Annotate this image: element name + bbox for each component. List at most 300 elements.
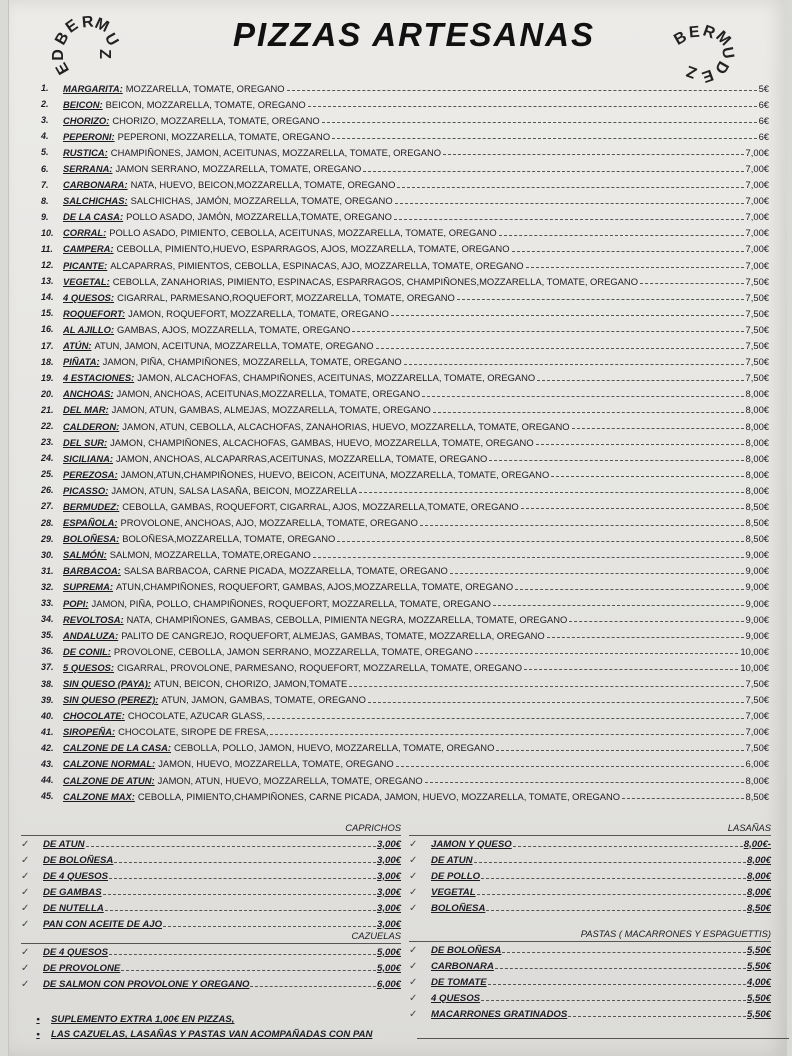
dot-leader bbox=[422, 395, 743, 397]
caprichos-title: CAPRICHOS bbox=[21, 822, 401, 836]
menu-item-ingredients: JAMON,ATUN,CHAMPIÑONES, HUEVO, BEICON, ACEITUNA, MOZZARELLA, TOMATE, OREGANO bbox=[120, 468, 550, 480]
menu-item-ingredients: CEBOLLA, GAMBAS, ROQUEFORT, CIGARRAL, AJOS, MOZZARELLA,TOMATE, OREGANO bbox=[122, 500, 519, 512]
pastas-item-price: 4,00€ bbox=[746, 976, 771, 988]
pastas-item-price: 5,50€ bbox=[746, 1008, 771, 1020]
menu-item-ingredients: CHORIZO, MOZZARELLA, TOMATE, OREGANO bbox=[112, 114, 320, 126]
dot-leader bbox=[313, 556, 744, 558]
logo-letter: Z bbox=[684, 61, 700, 82]
menu-item-number: 2. bbox=[41, 99, 49, 110]
menu-item-price: 9,00€ bbox=[745, 581, 769, 593]
menu-item-number: 7. bbox=[41, 179, 49, 190]
menu-item-name: BERMUDEZ: bbox=[63, 500, 120, 512]
menu-item-ingredients: CEBOLLA, PIMIENTO,HUEVO, ESPARRAGOS, AJOS, MOZZARELLA, TOMATE, OREGANO bbox=[116, 243, 510, 255]
check-icon: ✓ bbox=[409, 838, 418, 850]
menu-item-ingredients: JAMON, PIÑA, POLLO, CHAMPIÑONES, ROQUEFORT, MOZZARELLA, TOMATE, OREGANO bbox=[91, 597, 491, 609]
menu-item-price: 7,50€ bbox=[745, 356, 769, 368]
menu-item-ingredients: NATA, CHAMPIÑONES, GAMBAS, CEBOLLA, PIMIENTA NEGRA, MOZZARELLA, TOMATE, OREGANO bbox=[126, 613, 568, 625]
check-icon: ✓ bbox=[21, 838, 30, 850]
note-line bbox=[25, 1012, 785, 1027]
menu-item-number: 41. bbox=[41, 726, 54, 737]
check-icon: ✓ bbox=[409, 886, 418, 898]
menu-item-price: 7,50€ bbox=[745, 694, 769, 706]
menu-item-name: CARBONARA: bbox=[63, 179, 128, 191]
menu-item-ingredients: MOZZARELLA, TOMATE, OREGANO bbox=[125, 82, 285, 94]
menu-item-number: 45. bbox=[41, 791, 54, 802]
pastas-item bbox=[409, 958, 771, 974]
menu-item bbox=[41, 96, 769, 112]
menu-item bbox=[41, 692, 769, 708]
menu-item-price: 8,50€ bbox=[745, 517, 769, 529]
dot-leader bbox=[515, 588, 743, 590]
logo-letter: E bbox=[52, 59, 73, 78]
caprichos-item-price: 3,00€ bbox=[376, 902, 401, 914]
pastas-section bbox=[409, 928, 771, 1022]
menu-item bbox=[41, 450, 769, 466]
pastas-item-name: 4 QUESOS bbox=[431, 992, 481, 1004]
menu-item bbox=[41, 273, 769, 289]
menu-item-number: 27. bbox=[41, 501, 54, 512]
menu-item-ingredients: CIGARRAL, PROVOLONE, PARMESANO, ROQUEFORT, MOZZARELLA, TOMATE, OREGANO bbox=[117, 661, 522, 673]
menu-item-name: CALZONE DE LA CASA: bbox=[63, 742, 171, 754]
menu-item bbox=[41, 627, 769, 643]
menu-item-number: 12. bbox=[41, 260, 54, 271]
menu-item-number: 25. bbox=[41, 469, 54, 480]
dot-leader bbox=[267, 717, 743, 719]
menu-item-name: SALMÓN: bbox=[63, 549, 107, 561]
menu-item-ingredients: ATUN, JAMON, GAMBAS, TOMATE, OREGANO bbox=[161, 694, 366, 706]
dot-leader bbox=[524, 668, 738, 670]
menu-item-price: 7,00€ bbox=[745, 726, 769, 738]
menu-item-number: 8. bbox=[41, 195, 49, 206]
menu-item-number: 5. bbox=[41, 147, 49, 158]
menu-item-price: 7,50€ bbox=[745, 291, 769, 303]
menu-item bbox=[41, 531, 769, 547]
check-icon: ✓ bbox=[21, 918, 30, 930]
menu-item bbox=[41, 418, 769, 434]
menu-item-name: SALCHICHAS: bbox=[63, 195, 128, 207]
menu-item-ingredients: JAMON, ATUN, GAMBAS, ALMEJAS, MOZZARELLA, TOMATE, OREGANO bbox=[111, 404, 431, 416]
logo-letter: U bbox=[717, 45, 737, 61]
menu-item-number: 21. bbox=[41, 404, 54, 415]
dot-leader bbox=[488, 983, 746, 985]
menu-item bbox=[41, 740, 769, 756]
menu-item-price: 7,50€ bbox=[745, 742, 769, 754]
menu-item bbox=[41, 112, 769, 128]
lasanas-item-name: BOLOÑESA bbox=[431, 902, 486, 914]
menu-item-number: 42. bbox=[41, 742, 54, 753]
caprichos-item-price: 3,00€ bbox=[376, 886, 401, 898]
menu-item-number: 40. bbox=[41, 710, 54, 721]
check-icon: ✓ bbox=[21, 854, 30, 866]
page-title: PIZZAS ARTESANAS bbox=[232, 16, 596, 53]
menu-item bbox=[41, 563, 769, 579]
menu-item bbox=[41, 724, 769, 740]
menu-item-name: SIN QUESO (PEREZ): bbox=[63, 694, 159, 706]
dot-leader bbox=[572, 427, 744, 429]
pastas-title: PASTAS ( MACARRONES Y ESPAGUETTIS) bbox=[409, 928, 771, 942]
caprichos-item bbox=[21, 884, 401, 900]
cazuelas-item bbox=[21, 944, 401, 960]
menu-item-ingredients: CEBOLLA, PIMIENTO,CHAMPIÑONES, CARNE PICADA, JAMON, HUEVO, MOZZARELLA, TOMATE, OREGANO bbox=[137, 790, 621, 802]
menu-item-number: 3. bbox=[41, 115, 49, 126]
menu-item-name: CORRAL: bbox=[63, 227, 107, 239]
menu-item-name: RUSTICA: bbox=[63, 146, 108, 158]
menu-item-price: 7,00€ bbox=[745, 710, 769, 722]
dot-leader bbox=[502, 951, 746, 953]
menu-item-name: BOLOÑESA: bbox=[63, 533, 120, 545]
menu-item bbox=[41, 160, 769, 176]
dot-leader bbox=[537, 379, 743, 381]
menu-item-price: 5€ bbox=[758, 82, 769, 94]
menu-item-number: 26. bbox=[41, 485, 54, 496]
menu-item-number: 39. bbox=[41, 694, 54, 705]
dot-leader bbox=[109, 877, 376, 879]
check-icon: ✓ bbox=[21, 946, 30, 958]
check-icon: ✓ bbox=[409, 944, 418, 956]
menu-item bbox=[41, 338, 769, 354]
lasanas-item bbox=[409, 868, 771, 884]
dot-leader bbox=[569, 620, 743, 622]
menu-item-price: 7,00€ bbox=[745, 243, 769, 255]
menu-item-price: 8,00€ bbox=[745, 468, 769, 480]
menu-item-name: 4 ESTACIONES: bbox=[63, 372, 135, 384]
menu-item-ingredients: JAMON SERRANO, MOZZARELLA, TOMATE, OREGANO bbox=[115, 163, 362, 175]
menu-item-number: 22. bbox=[41, 421, 54, 432]
bullet-icon: • bbox=[36, 1029, 40, 1040]
caprichos-item-name: DE 4 QUESOS bbox=[43, 870, 109, 882]
menu-item-price: 8,50€ bbox=[745, 500, 769, 512]
menu-item-ingredients: ATUN, JAMON, ACEITUNA, MOZZARELLA, TOMATE, OREGANO bbox=[94, 340, 374, 352]
menu-item-ingredients: POLLO ASADO, JAMÓN, MOZZARELLA,TOMATE, OREGANO bbox=[126, 211, 392, 223]
check-icon: ✓ bbox=[409, 960, 418, 972]
dot-leader bbox=[86, 845, 376, 847]
dot-leader bbox=[376, 347, 744, 349]
menu-item bbox=[41, 498, 769, 514]
menu-item-name: VEGETAL: bbox=[63, 275, 110, 287]
menu-item-name: PEPERONI: bbox=[63, 130, 115, 142]
cazuelas-item-name: DE SALMON CON PROVOLONE Y OREGANO bbox=[43, 978, 250, 990]
dot-leader bbox=[404, 363, 744, 365]
note-text: LAS CAZUELAS, LASAÑAS Y PASTAS VAN ACOMPAÑADAS CON PAN bbox=[51, 1029, 373, 1040]
menu-item bbox=[41, 675, 769, 691]
menu-item-name: POPI: bbox=[63, 597, 89, 609]
dot-leader bbox=[450, 572, 744, 574]
dot-leader bbox=[287, 89, 757, 91]
menu-item-number: 43. bbox=[41, 758, 54, 769]
menu-item bbox=[41, 402, 769, 418]
menu-item-price: 9,00€ bbox=[745, 597, 769, 609]
menu-item-ingredients: PROVOLONE, ANCHOAS, AJO, MOZZARELLA, TOMATE, OREGANO bbox=[120, 517, 418, 529]
menu-item-number: 17. bbox=[41, 340, 54, 351]
dot-leader bbox=[394, 218, 744, 220]
menu-item-name: PICASSO: bbox=[63, 484, 109, 496]
menu-item-price: 7,50€ bbox=[745, 372, 769, 384]
dot-leader bbox=[332, 137, 756, 139]
menu-item-price: 8,00€ bbox=[745, 388, 769, 400]
menu-item-ingredients: POLLO ASADO, PIMIENTO, CEBOLLA, ACEITUNAS, MOZZARELLA, TOMATE, OREGANO bbox=[109, 227, 497, 239]
dot-leader bbox=[425, 781, 744, 783]
menu-item-ingredients: PEPERONI, MOZZARELLA, TOMATE, OREGANO bbox=[117, 130, 331, 142]
lasanas-item-price: 8,50€ bbox=[746, 902, 771, 914]
menu-item bbox=[41, 144, 769, 160]
check-icon: ✓ bbox=[409, 992, 418, 1004]
lasanas-item bbox=[409, 836, 771, 852]
lasanas-item-name: JAMON Y QUESO bbox=[431, 838, 512, 850]
lasanas-item-price: 8,00€ bbox=[746, 870, 771, 882]
menu-item-name: SICILIANA: bbox=[63, 452, 113, 464]
caprichos-item bbox=[21, 836, 401, 852]
menu-item-name: 4 QUESOS: bbox=[63, 291, 115, 303]
cazuelas-item-price: 6,00€ bbox=[376, 978, 401, 990]
menu-item-name: SIN QUESO (PAYA): bbox=[63, 678, 152, 690]
menu-item-name: DE CONIL: bbox=[63, 645, 111, 657]
caprichos-item bbox=[21, 852, 401, 868]
caprichos-item-name: DE GAMBAS bbox=[43, 886, 102, 898]
menu-item-name: SIROPEÑA: bbox=[63, 726, 116, 738]
menu-item-ingredients: ALCAPARRAS, PIMIENTOS, CEBOLLA, ESPINACAS, AJO, MOZZARELLA, TOMATE, OREGANO bbox=[110, 259, 524, 271]
dot-leader bbox=[513, 845, 743, 847]
pastas-item bbox=[409, 990, 771, 1006]
menu-item-ingredients: PROVOLONE, CEBOLLA, JAMON SERRANO, MOZZARELLA, TOMATE, OREGANO bbox=[113, 645, 473, 657]
menu-item bbox=[41, 241, 769, 257]
menu-sheet bbox=[8, 0, 787, 1056]
menu-item bbox=[41, 193, 769, 209]
logo-letter: B bbox=[671, 28, 690, 49]
logo-letter: U bbox=[100, 30, 122, 50]
pastas-item-price: 5,50€ bbox=[746, 960, 771, 972]
menu-item-number: 14. bbox=[41, 292, 54, 303]
dot-leader bbox=[163, 925, 376, 927]
menu-item-number: 18. bbox=[41, 356, 54, 367]
lasanas-section bbox=[409, 822, 771, 916]
menu-item-ingredients: ATUN, BEICON, CHORIZO, JAMON,TOMATE bbox=[154, 678, 348, 690]
logo-letter: D bbox=[49, 49, 67, 61]
cazuelas-item-name: DE 4 QUESOS bbox=[43, 946, 109, 958]
menu-item-ingredients: JAMON, ALCACHOFAS, CHAMPIÑONES, ACEITUNAS, MOZZARELLA, TOMATE, OREGANO bbox=[137, 372, 536, 384]
menu-item-number: 4. bbox=[41, 131, 49, 142]
dot-leader bbox=[640, 282, 744, 284]
menu-item-price: 7,50€ bbox=[745, 307, 769, 319]
menu-item-ingredients: JAMON, ROQUEFORT, MOZZARELLA, TOMATE, OREGANO bbox=[128, 307, 389, 319]
pastas-item-name: CARBONARA bbox=[431, 960, 494, 972]
caprichos-item-price: 3,00€ bbox=[376, 918, 401, 930]
dot-leader bbox=[270, 733, 743, 735]
menu-item-price: 7,00€ bbox=[745, 195, 769, 207]
dot-leader bbox=[363, 170, 743, 172]
menu-item-number: 16. bbox=[41, 324, 54, 335]
dot-leader bbox=[551, 475, 743, 477]
menu-item bbox=[41, 128, 769, 144]
dot-leader bbox=[512, 250, 744, 252]
dot-leader bbox=[322, 121, 757, 123]
cazuelas-item-name: DE PROVOLONE bbox=[43, 962, 121, 974]
caprichos-item-name: DE ATUN bbox=[43, 838, 85, 850]
dot-leader bbox=[337, 540, 743, 542]
menu-item-name: ANCHOAS: bbox=[63, 388, 114, 400]
menu-item-name: CALZONE MAX: bbox=[63, 790, 135, 802]
check-icon: ✓ bbox=[409, 870, 418, 882]
pastas-item bbox=[409, 974, 771, 990]
dot-leader bbox=[391, 314, 744, 316]
menu-item-price: 7,00€ bbox=[745, 227, 769, 239]
cazuelas-item bbox=[21, 960, 401, 976]
menu-item-name: BARBACOA: bbox=[63, 565, 121, 577]
logo-letter: M bbox=[92, 15, 112, 37]
lasanas-item-price: 8,00€ bbox=[746, 854, 771, 866]
menu-item-number: 23. bbox=[41, 437, 54, 448]
caprichos-section bbox=[21, 822, 401, 932]
menu-item-number: 15. bbox=[41, 308, 54, 319]
menu-item-price: 8,50€ bbox=[745, 533, 769, 545]
menu-item bbox=[41, 209, 769, 225]
menu-item bbox=[41, 772, 769, 788]
cazuelas-item-price: 5,00€ bbox=[376, 946, 401, 958]
dot-leader bbox=[420, 524, 744, 526]
dot-leader bbox=[486, 909, 746, 911]
menu-item-name: DEL SUR: bbox=[63, 436, 108, 448]
menu-item-number: 11. bbox=[41, 243, 53, 254]
caprichos-item-price: 3,00€ bbox=[376, 854, 401, 866]
menu-item-name: SUPREMA: bbox=[63, 581, 114, 593]
menu-item-ingredients: PALITO DE CANGREJO, ROQUEFORT, ALMEJAS, GAMBAS, TOMATE, MOZZARELLA, OREGANO bbox=[121, 629, 545, 641]
menu-item-name: ATÚN: bbox=[63, 340, 92, 352]
dot-leader bbox=[308, 105, 757, 107]
pastas-list bbox=[409, 942, 771, 1022]
menu-item-ingredients: CHOCOLATE, AZUCAR GLASS, bbox=[127, 710, 266, 722]
logo-letter: D bbox=[710, 57, 732, 77]
menu-item-price: 9,00€ bbox=[745, 549, 769, 561]
pastas-item bbox=[409, 942, 771, 958]
logo-letter: E bbox=[688, 23, 701, 42]
menu-item-name: SERRANA: bbox=[63, 163, 113, 175]
menu-item-price: 7,50€ bbox=[745, 340, 769, 352]
dot-leader bbox=[103, 893, 376, 895]
dot-leader bbox=[395, 202, 744, 204]
menu-item-name: DE LA CASA: bbox=[63, 211, 124, 223]
dot-leader bbox=[481, 999, 746, 1001]
logo-letter: B bbox=[52, 29, 73, 49]
menu-item-ingredients: BOLOÑESA,MOZZARELLA, TOMATE, OREGANO bbox=[122, 533, 336, 545]
menu-item-price: 8,00€ bbox=[745, 436, 769, 448]
logo-letter: M bbox=[712, 27, 734, 50]
menu-item-ingredients: CHAMPIÑONES, JAMON, ACEITUNAS, MOZZARELLA, TOMATE, OREGANO bbox=[110, 146, 442, 158]
menu-item-name: PEREZOSA: bbox=[63, 468, 118, 480]
note-line bbox=[25, 1027, 785, 1042]
lasanas-item-price: 8,00€- bbox=[743, 838, 771, 850]
menu-item bbox=[41, 595, 769, 611]
menu-item-ingredients: CEBOLLA, POLLO, JAMON, HUEVO, MOZZARELLA, TOMATE, OREGANO bbox=[173, 742, 495, 754]
caprichos-item-name: DE BOLOÑESA bbox=[43, 854, 114, 866]
menu-item bbox=[41, 708, 769, 724]
menu-item-ingredients: JAMON, ANCHOAS, ALCAPARRAS,ACEITUNAS, MOZZARELLA, TOMATE, OREGANO bbox=[116, 452, 488, 464]
pastas-item-name: MACARRONES GRATINADOS bbox=[431, 1008, 568, 1020]
dot-leader bbox=[433, 411, 744, 413]
check-icon: ✓ bbox=[409, 902, 418, 914]
menu-item-ingredients: JAMON, ATUN, HUEVO, MOZZARELLA, TOMATE, OREGANO bbox=[157, 774, 423, 786]
menu-item bbox=[41, 305, 769, 321]
dot-leader bbox=[474, 861, 746, 863]
logo-letter: R bbox=[81, 13, 95, 32]
menu-item bbox=[41, 321, 769, 337]
logo-letter: Z bbox=[95, 49, 113, 59]
check-icon: ✓ bbox=[21, 886, 30, 898]
menu-item-name: CALDERON: bbox=[63, 420, 120, 432]
pizza-list bbox=[41, 80, 769, 804]
check-icon: ✓ bbox=[21, 962, 30, 974]
lasanas-item-name: VEGETAL bbox=[431, 886, 476, 898]
check-icon: ✓ bbox=[409, 854, 418, 866]
menu-item-number: 9. bbox=[41, 211, 49, 222]
menu-item-ingredients: JAMON, HUEVO, MOZZARELLA, TOMATE, OREGANO bbox=[158, 758, 394, 770]
menu-item bbox=[41, 434, 769, 450]
dot-leader bbox=[481, 877, 746, 879]
menu-item-price: 7,50€ bbox=[745, 323, 769, 335]
dot-leader bbox=[495, 967, 746, 969]
menu-item bbox=[41, 386, 769, 402]
menu-item-ingredients: JAMON, PIÑA, CHAMPIÑONES, MOZZARELLA, TOMATE, OREGANO bbox=[102, 356, 402, 368]
menu-item-price: 7,00€ bbox=[745, 259, 769, 271]
dot-leader bbox=[499, 234, 744, 236]
menu-item bbox=[41, 659, 769, 675]
dot-leader bbox=[121, 969, 376, 971]
menu-item bbox=[41, 257, 769, 273]
menu-item-price: 6€ bbox=[758, 130, 769, 142]
check-icon: ✓ bbox=[21, 902, 30, 914]
caprichos-item bbox=[21, 900, 401, 916]
caprichos-item-name: PAN CON ACEITE DE AJO bbox=[43, 918, 163, 930]
check-icon: ✓ bbox=[409, 1008, 418, 1020]
menu-item-number: 37. bbox=[41, 662, 54, 673]
menu-item bbox=[41, 579, 769, 595]
dot-leader bbox=[396, 765, 744, 767]
menu-item-number: 32. bbox=[41, 581, 54, 592]
dot-leader bbox=[250, 985, 376, 987]
menu-item-price: 10,00€ bbox=[740, 645, 769, 657]
menu-item-number: 35. bbox=[41, 630, 54, 641]
menu-item bbox=[41, 482, 769, 498]
menu-item-name: ROQUEFORT: bbox=[63, 307, 126, 319]
menu-item bbox=[41, 756, 769, 772]
menu-item bbox=[41, 466, 769, 482]
menu-item-name: DEL MAR: bbox=[63, 404, 109, 416]
menu-item-number: 33. bbox=[41, 598, 54, 609]
caprichos-item-price: 3,00€ bbox=[376, 870, 401, 882]
menu-item-name: 5 QUESOS: bbox=[63, 661, 115, 673]
caprichos-item-price: 3,00€ bbox=[376, 838, 401, 850]
menu-item-ingredients: SALMON, MOZZARELLA, TOMATE,OREGANO bbox=[109, 549, 311, 561]
menu-item bbox=[41, 788, 769, 804]
menu-item-ingredients: SALCHICHAS, JAMÓN, MOZZARELLA, TOMATE, OREGANO bbox=[130, 195, 393, 207]
menu-item-ingredients: ATUN,CHAMPIÑONES, ROQUEFORT, GAMBAS, AJOS,MOZZARELLA, TOMATE, OREGANO bbox=[116, 581, 514, 593]
menu-item-number: 31. bbox=[41, 565, 54, 576]
dot-leader bbox=[359, 491, 743, 493]
dot-leader bbox=[489, 459, 743, 461]
dot-leader bbox=[368, 701, 744, 703]
menu-item-price: 8,00€ bbox=[745, 484, 769, 496]
note-text: SUPLEMENTO EXTRA 1,00€ EN PIZZAS, bbox=[51, 1014, 235, 1025]
lasanas-item bbox=[409, 900, 771, 916]
dot-leader bbox=[477, 893, 746, 895]
dot-leader bbox=[109, 953, 376, 955]
menu-item-number: 29. bbox=[41, 533, 54, 544]
dot-leader bbox=[105, 909, 376, 911]
menu-item-ingredients: JAMON, ANCHOAS, ACEITUNAS,MOZZARELLA, TOMATE, OREGANO bbox=[116, 388, 421, 400]
lasanas-list bbox=[409, 836, 771, 916]
menu-item-ingredients: JAMON, ATUN, CEBOLLA, ALCACHOFAS, ZANAHORIAS, HUEVO, MOZZARELLA, TOMATE, OREGANO bbox=[122, 420, 570, 432]
menu-item-ingredients: CEBOLLA, ZANAHORIAS, PIMIENTO, ESPINACAS, ESPARRAGOS, CHAMPIÑONES,MOZZARELLA, TOMATE, OREGANO bbox=[112, 275, 638, 287]
menu-item-name: PICANTE: bbox=[63, 259, 108, 271]
pastas-item-price: 5,50€ bbox=[746, 992, 771, 1004]
